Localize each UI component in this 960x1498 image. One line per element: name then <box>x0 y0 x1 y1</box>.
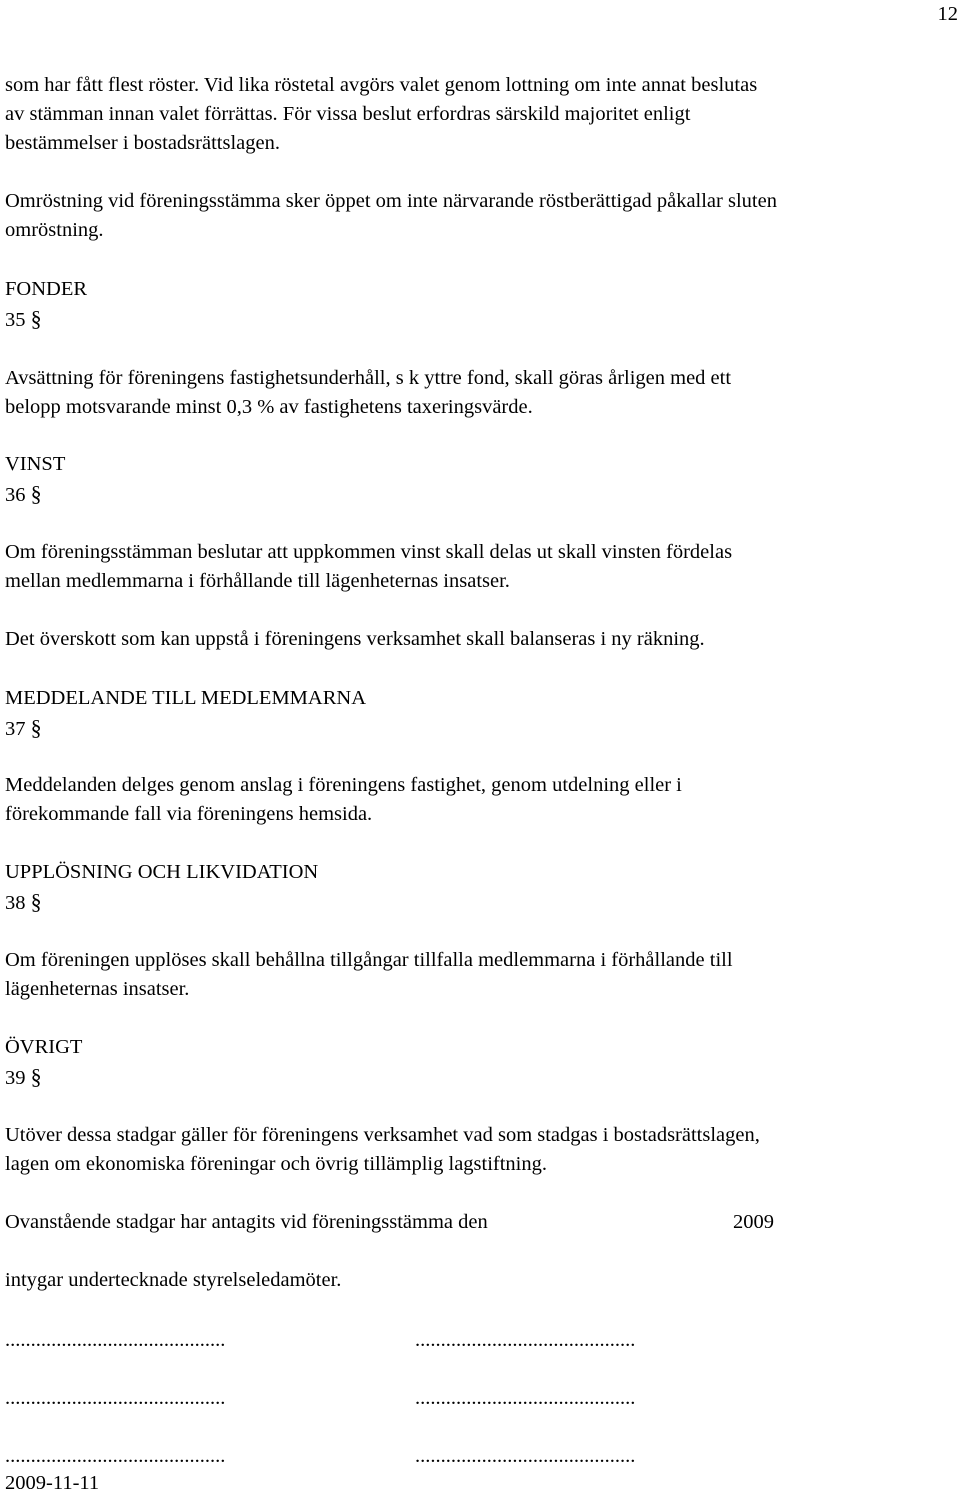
fonder-section-number: 35 § <box>5 306 42 331</box>
section-sign-icon: § <box>30 1064 42 1089</box>
meddelande-para-line2: förekommande fall via föreningens hemsida. <box>5 803 373 825</box>
meddelande-heading: MEDDELANDE TILL MEDLEMMARNA <box>5 687 366 709</box>
section-sign-icon: § <box>30 715 42 740</box>
meddelande-para-line1: Meddelanden delges genom anslag i föreningens fastighet, genom utdelning eller i <box>5 774 682 796</box>
section-sign-icon: § <box>30 889 42 914</box>
signature-line-right-3: ........................................... <box>415 1445 636 1467</box>
vinst-para1-line2: mellan medlemmarna i förhållande till lägenheternas insatser. <box>5 570 510 592</box>
adoption-attest: intygar undertecknade styrelseledamöter. <box>5 1269 342 1291</box>
voting-para2-line2: omröstning. <box>5 219 104 241</box>
vinst-para2-line1: Det överskott som kan uppstå i föreningens verksamhet skall balanseras i ny räkning. <box>5 628 705 650</box>
vinst-para1-line1: Om föreningsstämman beslutar att uppkommen vinst skall delas ut skall vinsten fördelas <box>5 541 733 563</box>
section-sign-icon: § <box>30 481 42 506</box>
voting-para1-line1: som har fått flest röster. Vid lika röstetal avgörs valet genom lottning om inte annat beslutas <box>5 74 758 96</box>
voting-para1-line2: av stämman innan valet förrättas. För vissa beslut erfordras särskild majoritet enligt <box>5 103 691 125</box>
ovrigt-para-line2: lagen om ekonomiska föreningar och övrig tillämplig lagstiftning. <box>5 1153 547 1175</box>
signature-line-left-2: ........................................... <box>5 1387 226 1409</box>
signature-line-left-1: ........................................... <box>5 1329 226 1351</box>
upplosning-para-line1: Om föreningen upplöses skall behållna tillgångar tillfalla medlemmarna i förhållande till <box>5 949 733 971</box>
vinst-heading: VINST <box>5 453 66 475</box>
signature-line-left-3: ........................................... <box>5 1445 226 1467</box>
upplosning-para-line2: lägenheternas insatser. <box>5 978 190 1000</box>
upplosning-section-number: 38 § <box>5 889 42 914</box>
ovrigt-para-line1: Utöver dessa stadgar gäller för föreningens verksamhet vad som stadgas i bostadsrättslagen, <box>5 1124 760 1146</box>
fonder-para-line2: belopp motsvarande minst 0,3 % av fastighetens taxeringsvärde. <box>5 396 533 418</box>
voting-para1-line3: bestämmelser i bostadsrättslagen. <box>5 132 280 154</box>
footer-date: 2009-11-11 <box>5 1472 100 1494</box>
signature-line-right-2: ........................................... <box>415 1387 636 1409</box>
ovrigt-heading: ÖVRIGT <box>5 1036 83 1058</box>
adoption-statement: Ovanstående stadgar har antagits vid föreningsstämma den <box>5 1211 488 1233</box>
adoption-year: 2009 <box>733 1211 774 1233</box>
page-number: 12 <box>937 3 958 25</box>
fonder-para-line1: Avsättning för föreningens fastighetsunderhåll, s k yttre fond, skall göras årligen med ett <box>5 367 732 389</box>
ovrigt-section-number: 39 § <box>5 1064 42 1089</box>
vinst-section-number: 36 § <box>5 481 42 506</box>
section-sign-icon: § <box>30 306 42 331</box>
voting-para2-line1: Omröstning vid föreningsstämma sker öppet om inte närvarande röstberättigad påkallar sluten <box>5 190 777 212</box>
fonder-heading: FONDER <box>5 278 88 300</box>
upplosning-heading: UPPLÖSNING OCH LIKVIDATION <box>5 861 319 883</box>
meddelande-section-number: 37 § <box>5 715 42 740</box>
signature-line-right-1: ........................................... <box>415 1329 636 1351</box>
